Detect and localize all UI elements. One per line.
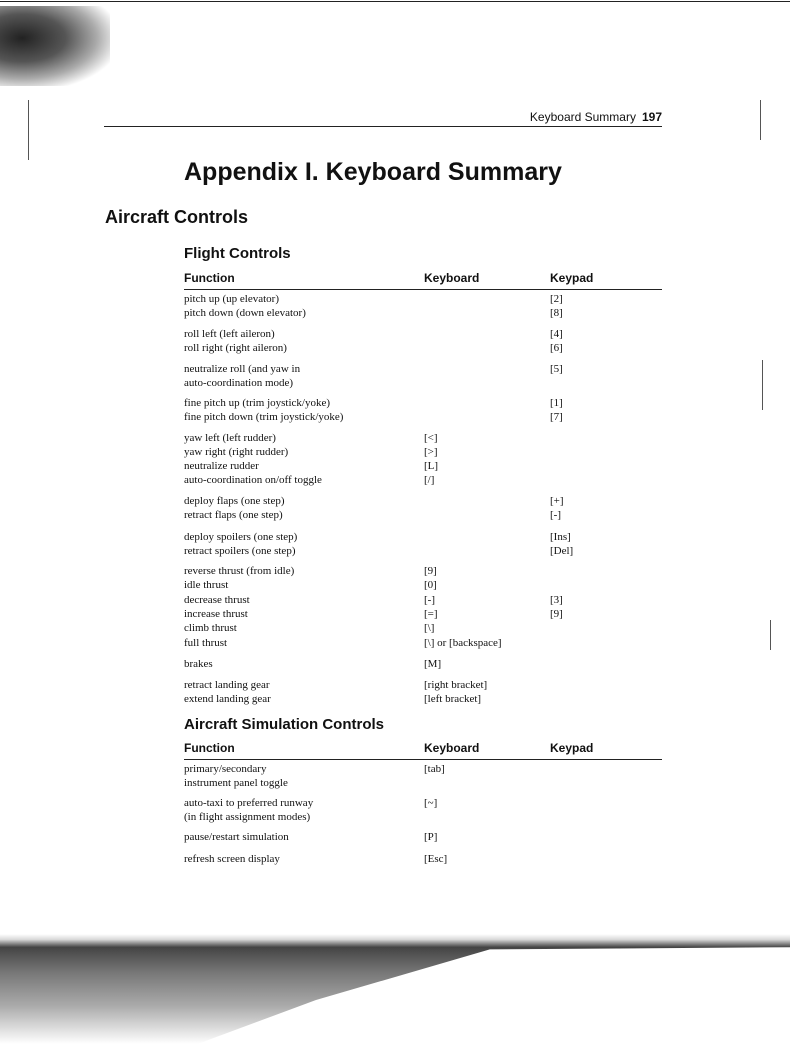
header-function: Function — [184, 741, 235, 755]
keypad-cell: [7] — [550, 411, 563, 423]
appendix-title: Appendix I. Keyboard Summary — [184, 158, 562, 186]
header-keypad: Keypad — [550, 741, 594, 755]
keypad-cell: [9] — [550, 608, 563, 620]
keypad-cell: [3] — [550, 594, 563, 606]
keypad-cell: [5] — [550, 363, 563, 375]
function-cell: neutralize roll (and yaw in auto-coordination mode) — [184, 363, 301, 389]
function-cell: deploy flaps (one step) — [184, 495, 285, 507]
keyboard-cell: [P] — [424, 831, 438, 843]
keyboard-cell: [\] or [backspace] — [424, 637, 502, 649]
flight-controls-header — [184, 271, 662, 290]
scan-speck — [28, 100, 29, 160]
keyboard-cell: [~] — [424, 797, 438, 809]
keyboard-cell: [>] — [424, 446, 438, 458]
keypad-cell: [8] — [550, 307, 563, 319]
function-cell: decrease thrust — [184, 594, 250, 606]
keypad-cell: [Del] — [550, 545, 574, 557]
keyboard-cell: [9] — [424, 565, 437, 577]
keypad-cell: [Ins] — [550, 531, 571, 543]
keyboard-cell: [L] — [424, 460, 439, 472]
function-cell: pitch up (up elevator) — [184, 293, 279, 305]
function-cell: auto-coordination on/off toggle — [184, 474, 322, 486]
scan-speck — [770, 620, 771, 650]
header-keyboard: Keyboard — [424, 271, 480, 285]
scan-speck — [760, 100, 761, 140]
function-cell: full thrust — [184, 637, 228, 649]
keypad-cell: [1] — [550, 397, 563, 409]
function-cell: deploy spoilers (one step) — [184, 531, 298, 543]
keyboard-cell: [Esc] — [424, 853, 448, 865]
function-cell: fine pitch down (trim joystick/yoke) — [184, 411, 344, 423]
keyboard-cell: [tab] — [424, 763, 445, 775]
simulation-controls-title: Aircraft Simulation Controls — [184, 716, 385, 733]
page-number: 197 — [641, 110, 662, 124]
scan-top-rule — [0, 1, 790, 2]
function-cell: idle thrust — [184, 579, 229, 591]
keyboard-cell: [=] — [424, 608, 438, 620]
function-cell: primary/secondary instrument panel toggle — [184, 763, 288, 789]
function-cell: retract spoilers (one step) — [184, 545, 296, 557]
function-cell: pitch down (down elevator) — [184, 307, 306, 319]
keyboard-cell: [M] — [424, 658, 442, 670]
keypad-cell: [+] — [550, 495, 564, 507]
keyboard-cell: [-] — [424, 594, 435, 606]
flight-controls-title: Flight Controls — [184, 245, 291, 262]
function-cell: extend landing gear — [184, 693, 271, 705]
keypad-cell: [6] — [550, 342, 563, 354]
function-cell: reverse thrust (from idle) — [184, 565, 295, 577]
function-cell: yaw right (right rudder) — [184, 446, 289, 458]
function-cell: yaw left (left rudder) — [184, 432, 276, 444]
keyboard-cell: [/] — [424, 474, 435, 486]
keyboard-cell: [left bracket] — [424, 693, 482, 705]
function-cell: pause/restart simulation — [184, 831, 289, 843]
keyboard-cell: [<] — [424, 432, 438, 444]
function-cell: climb thrust — [184, 622, 237, 634]
running-header — [104, 110, 662, 127]
running-title: Keyboard Summary — [529, 110, 636, 124]
simulation-controls-header — [184, 741, 662, 760]
keyboard-cell: [\] — [424, 622, 435, 634]
keypad-cell: [-] — [550, 509, 561, 521]
function-cell: roll right (right aileron) — [184, 342, 287, 354]
section-title: Aircraft Controls — [105, 207, 249, 227]
function-cell: increase thrust — [184, 608, 248, 620]
function-cell: brakes — [184, 658, 213, 670]
keypad-cell: [4] — [550, 328, 563, 340]
function-cell: retract flaps (one step) — [184, 509, 283, 521]
function-cell: auto-taxi to preferred runway (in flight assignment modes) — [184, 797, 314, 823]
keypad-cell: [2] — [550, 293, 563, 305]
function-cell: roll left (left aileron) — [184, 328, 275, 340]
keyboard-cell: [0] — [424, 579, 437, 591]
scan-shadow-bottom — [0, 934, 790, 1044]
function-cell: neutralize rudder — [184, 460, 259, 472]
function-cell: fine pitch up (trim joystick/yoke) — [184, 397, 331, 409]
function-cell: retract landing gear — [184, 679, 270, 691]
function-cell: refresh screen display — [184, 853, 280, 865]
keyboard-cell: [right bracket] — [424, 679, 488, 691]
scan-shadow-top — [0, 6, 110, 86]
header-function: Function — [184, 271, 235, 285]
header-keypad: Keypad — [550, 271, 594, 285]
header-keyboard: Keyboard — [424, 741, 480, 755]
scan-speck — [762, 360, 763, 410]
